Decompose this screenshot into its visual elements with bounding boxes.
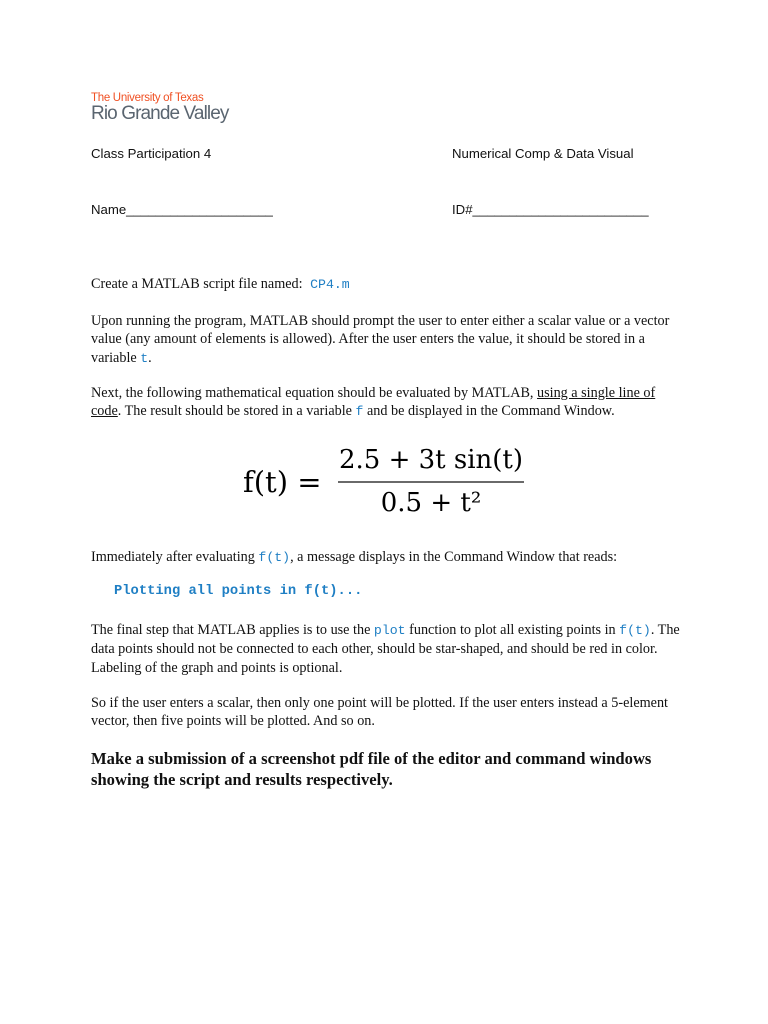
logo-line-2: Rio Grande Valley — [91, 103, 229, 124]
university-logo — [91, 92, 228, 124]
plot-text-1: The final step that MATLAB applies is to use the — [91, 622, 374, 638]
prompt-paragraph — [91, 312, 681, 368]
logo-line-1: The University of Texas — [91, 92, 204, 104]
id-field: ID#________________________ — [452, 202, 649, 217]
plot-paragraph — [91, 621, 681, 677]
equation-lhs: f(t) = — [243, 465, 322, 499]
ft-code: f(t) — [258, 550, 291, 565]
class-label: Class Participation 4 — [91, 146, 212, 161]
prompt-end: . — [148, 349, 152, 366]
evaluate-text-3: and be displayed in the Command Window. — [363, 403, 615, 420]
immediately-text-1: Immediately after evaluating — [91, 549, 259, 565]
course-label: Numerical Comp & Data Visual — [452, 146, 634, 161]
create-prefix: Create a MATLAB script file named: — [91, 276, 303, 292]
prompt-variable-code: t — [140, 350, 149, 366]
plot-function-code: plot — [373, 623, 406, 638]
single-line-emphasis: using a single line of code — [91, 385, 656, 420]
equation-denominator: 0.5 + t² — [380, 488, 482, 518]
prompt-text: Upon running the program, MATLAB should prompt the user to enter either a scalar value or a vector value (any amount of elements is allowed). After the user enters the value, it should be stored in a variable — [91, 313, 670, 366]
name-field: Name____________________ — [91, 202, 273, 217]
evaluate-text-1: Next, the following mathematical equation should be evaluated by MATLAB, — [91, 385, 538, 401]
file-name-code: CP4.m — [310, 277, 350, 292]
plot-ft-code: f(t) — [619, 623, 651, 638]
f-variable-code: f — [355, 404, 364, 420]
immediately-paragraph — [91, 548, 681, 567]
plot-text-3: . The data points should not be connected to each other, should be star-shaped, and should be red in color. Labeling of the graph and points is optional. — [91, 622, 680, 676]
plot-text-2: function to plot all existing points in — [405, 622, 620, 638]
console-message: Plotting all points in f(t)... — [114, 584, 363, 599]
evaluate-paragraph — [91, 384, 681, 422]
create-file-paragraph — [91, 275, 681, 294]
scalar-note-paragraph: So if the user enters a scalar, then only one point will be plotted. If the user enters instead a 5-element vector, then five points will be plotted. And so on. — [91, 695, 668, 730]
equation-numerator: 2.5 + 3t sin(t) — [338, 445, 524, 475]
evaluate-text-2: . The result should be stored in a variable — [117, 403, 356, 420]
submission-instructions: Make a submission of a screenshot pdf file of the editor and command windows showing the script and results respectively. — [91, 749, 652, 789]
immediately-text-2: , a message displays in the Command Window that reads: — [290, 549, 618, 565]
equation — [0, 438, 768, 520]
